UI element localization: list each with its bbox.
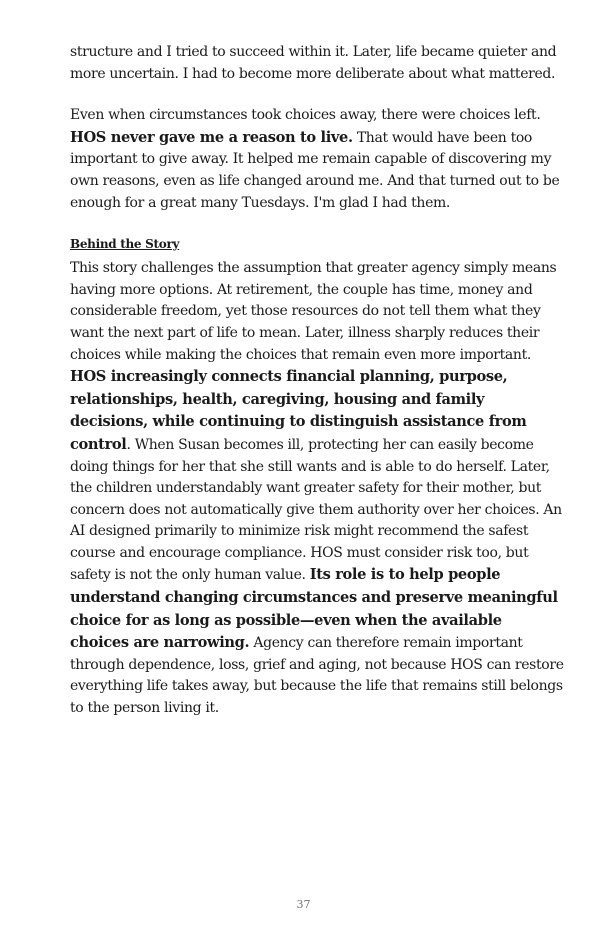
section-body (70, 258, 565, 719)
paragraph-choices-text-2: That would have been too important to give away. It helped me remain capable of discovering my own reasons, even as life changed around me. And that turned out to be enough for a great many Tuesdays. I'm glad I had them. (70, 129, 560, 211)
paragraph-choices-text-1: Even when circumstances took choices away, there were choices left. (70, 107, 541, 124)
paragraph-intro: structure and I tried to succeed within it. Later, life became quieter and more uncertain. I had to become more deliberate about what mattered. (70, 44, 557, 82)
section-body-text-2: . When Susan becomes ill, protecting her can easily become doing things for her that she still wants and is able to do herself. Later, the children understandably want greater safety for their mother, but concern does not automatically give them authority over her choices. An AI designed primarily to minimize risk might recommend the safest course and encourage compliance. HOS must consider risk too, but safety is not the only human value. (70, 436, 562, 584)
section-body-bold-1: HOS increasingly connects financial planning, purpose, relationships, health, caregiving, housing and family decisions, while continuing to distinguish assistance from control (70, 368, 527, 453)
document-page (70, 42, 565, 720)
section-body-text-3: Agency can therefore remain important through dependence, loss, grief and aging, not because HOS can restore everything life takes away, but because the life that remains still belongs to the person living it. (70, 635, 564, 717)
paragraph-choices (70, 105, 565, 214)
section-heading: Behind the Story (70, 237, 180, 252)
section-body-text-1: This story challenges the assumption that greater agency simply means having more options. At retirement, the couple has time, money and considerable freedom, yet those resources do not tell them what they want the next part of life to mean. Later, illness sharply reduces their choices while making the choices that remain even more important. (70, 260, 557, 363)
section-body-bold-2: Its role is to help people understand changing circumstances and preserve meaningful choice for as long as possible—even when the available choices are narrowing. (70, 566, 558, 652)
page-number: 37 (296, 898, 311, 911)
paragraph-choices-bold-1: HOS never gave me a reason to live. (70, 128, 353, 146)
